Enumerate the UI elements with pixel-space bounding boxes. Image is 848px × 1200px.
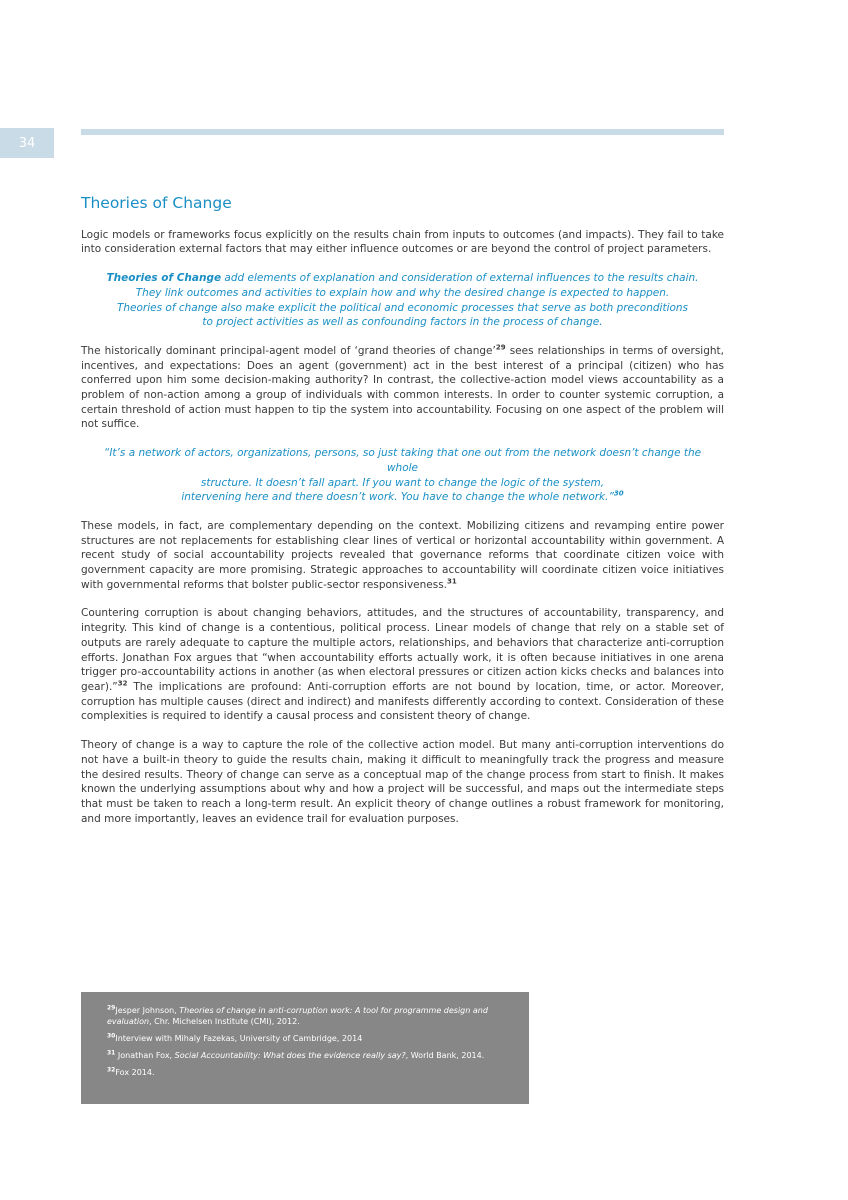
- footnotes-box: [81, 992, 529, 1104]
- quote-line-3-text: intervening here and there doesn’t work. You have to change the whole network.”: [181, 491, 614, 504]
- footnote-text-end: , Chr. Michelsen Institute (CMI), 2012.: [149, 1017, 300, 1026]
- footnote-text-end: , World Bank, 2014.: [405, 1051, 485, 1060]
- footnote-title: Social Accountability: What does the evidence really say?: [174, 1051, 406, 1060]
- footnote-29: [107, 1005, 521, 1027]
- interview-quote: [81, 446, 724, 505]
- footnote-text: Jonathan Fox,: [115, 1051, 175, 1060]
- callout-line-1: [91, 271, 714, 286]
- page-number: 34: [18, 135, 36, 151]
- paragraph-3-text: These models, in fact, are complementary depending on the context. Mobilizing citizens and revamping entire power structures are not replacements for establishing clear lines of vertical or horizontal accountability within government. A recent study of social accountability projects revealed that governance reforms that coordinate citizen voice with government capacity are more promising. Strategic approaches to accountability will coordinate citizen voice initiatives with governmental reforms that bolster public-sector responsiveness.: [81, 519, 724, 591]
- footnote-ref-29: 29: [495, 343, 506, 352]
- footnote-text: Jesper Johnson,: [115, 1006, 180, 1015]
- paragraph-4-part-2: The implications are profound: Anti-corruption efforts are not bound by location, time, or actor. Moreover, corruption has multiple causes (direct and indirect) and manifests differently according to context. Consideration of these complexities is required to identify a causal process and consistent theory of change.: [81, 680, 724, 723]
- paragraph-2-part-1: The historically dominant principal-agent model of ‘grand theories of change’: [81, 344, 496, 357]
- paragraph-2-part-2: sees relationships in terms of oversight, incentives, and expectations: Does an agent (government) act in the best interest of a principal (citizen) who has conferred upon him some decision-making authority? In contrast, the collective-action model views accountability as a problem of non-action among a group of individuals with common interests. In order to counter systemic corruption, a certain threshold of action must happen to tip the system into accountability. Focusing on one aspect of the problem will not suffice.: [81, 344, 724, 431]
- callout-line-2: They link outcomes and activities to explain how and why the desired change is expected to happen.: [135, 286, 670, 299]
- section-title: Theories of Change: [81, 194, 232, 212]
- footnote-ref-31: 31: [447, 577, 457, 586]
- footnote-text: Interview with Mihaly Fazekas, University of Cambridge, 2014: [115, 1034, 363, 1043]
- footnote-number: 29: [107, 1004, 116, 1012]
- footnote-31: [107, 1050, 521, 1061]
- callout-box: [81, 271, 724, 330]
- footnote-number: 30: [107, 1032, 116, 1040]
- paragraph-countering-corruption: [81, 606, 724, 724]
- quote-line-3: [91, 490, 714, 505]
- footnote-title: Theories of change in anti-corruption work: A tool for programme design and evaluation: [107, 1006, 488, 1026]
- quote-line-1: “It’s a network of actors, organizations, persons, so just taking that one out from the network doesn’t change the whole: [103, 447, 702, 474]
- quote-line-2: structure. It doesn’t fall apart. If you want to change the logic of the system,: [200, 476, 605, 489]
- footnote-number: 32: [107, 1066, 116, 1074]
- footnote-text: Fox 2014.: [115, 1068, 155, 1077]
- footnote-30: [107, 1033, 521, 1044]
- footnote-ref-32: 32: [117, 679, 128, 688]
- callout-line-4: to project activities as well as confounding factors in the process of change.: [202, 316, 603, 329]
- footnote-32: [107, 1067, 521, 1078]
- footnote-ref-30: 30: [613, 489, 624, 498]
- paragraph-complementary-models: [81, 519, 724, 593]
- callout-line-1-rest: add elements of explanation and consideration of external influences to the results chain.: [221, 272, 699, 285]
- header-rule: [81, 129, 724, 135]
- page-number-tab: [0, 128, 54, 158]
- callout-line-3: Theories of change also make explicit the political and economic processes that serve as both preconditions: [116, 301, 689, 314]
- paragraph-principal-agent: [81, 344, 724, 432]
- intro-paragraph: Logic models or frameworks focus explicitly on the results chain from inputs to outcomes (and impacts). They fail to take into consideration external factors that may either influence outcomes or are beyond the control of project parameters.: [81, 228, 724, 256]
- paragraph-4-part-1: Countering corruption is about changing behaviors, attitudes, and the structures of accountability, transparency, and integrity. This kind of change is a contentious, political process. Linear models of change that rely on a stable set of outputs are rarely adequate to capture the multiple actors, relationships, and behaviors that characterize anti-corruption efforts. Jonathan Fox argues that “when accountability efforts actually work, it is often because initiatives in one arena trigger pro-accountability actions in another (as when electoral pressures or citizen action kicks checks and balances into gear).”: [81, 607, 724, 693]
- footnote-number: 31: [107, 1049, 116, 1057]
- paragraph-theory-of-change: Theory of change is a way to capture the role of the collective action model. But many anti-corruption interventions do not have a built-in theory to guide the results chain, making it difficult to meaningfully track the progress and measure the desired results. Theory of change can serve as a conceptual map of the change process from start to finish. It makes known the underlying assumptions about why and how a project will be successful, and maps out the intermediate steps that must be taken to reach a long-term result. An explicit theory of change outlines a robust framework for monitoring, and more importantly, leaves an evidence trail for evaluation purposes.: [81, 739, 724, 825]
- main-content: [81, 196, 724, 840]
- callout-lead: Theories of Change: [106, 272, 222, 285]
